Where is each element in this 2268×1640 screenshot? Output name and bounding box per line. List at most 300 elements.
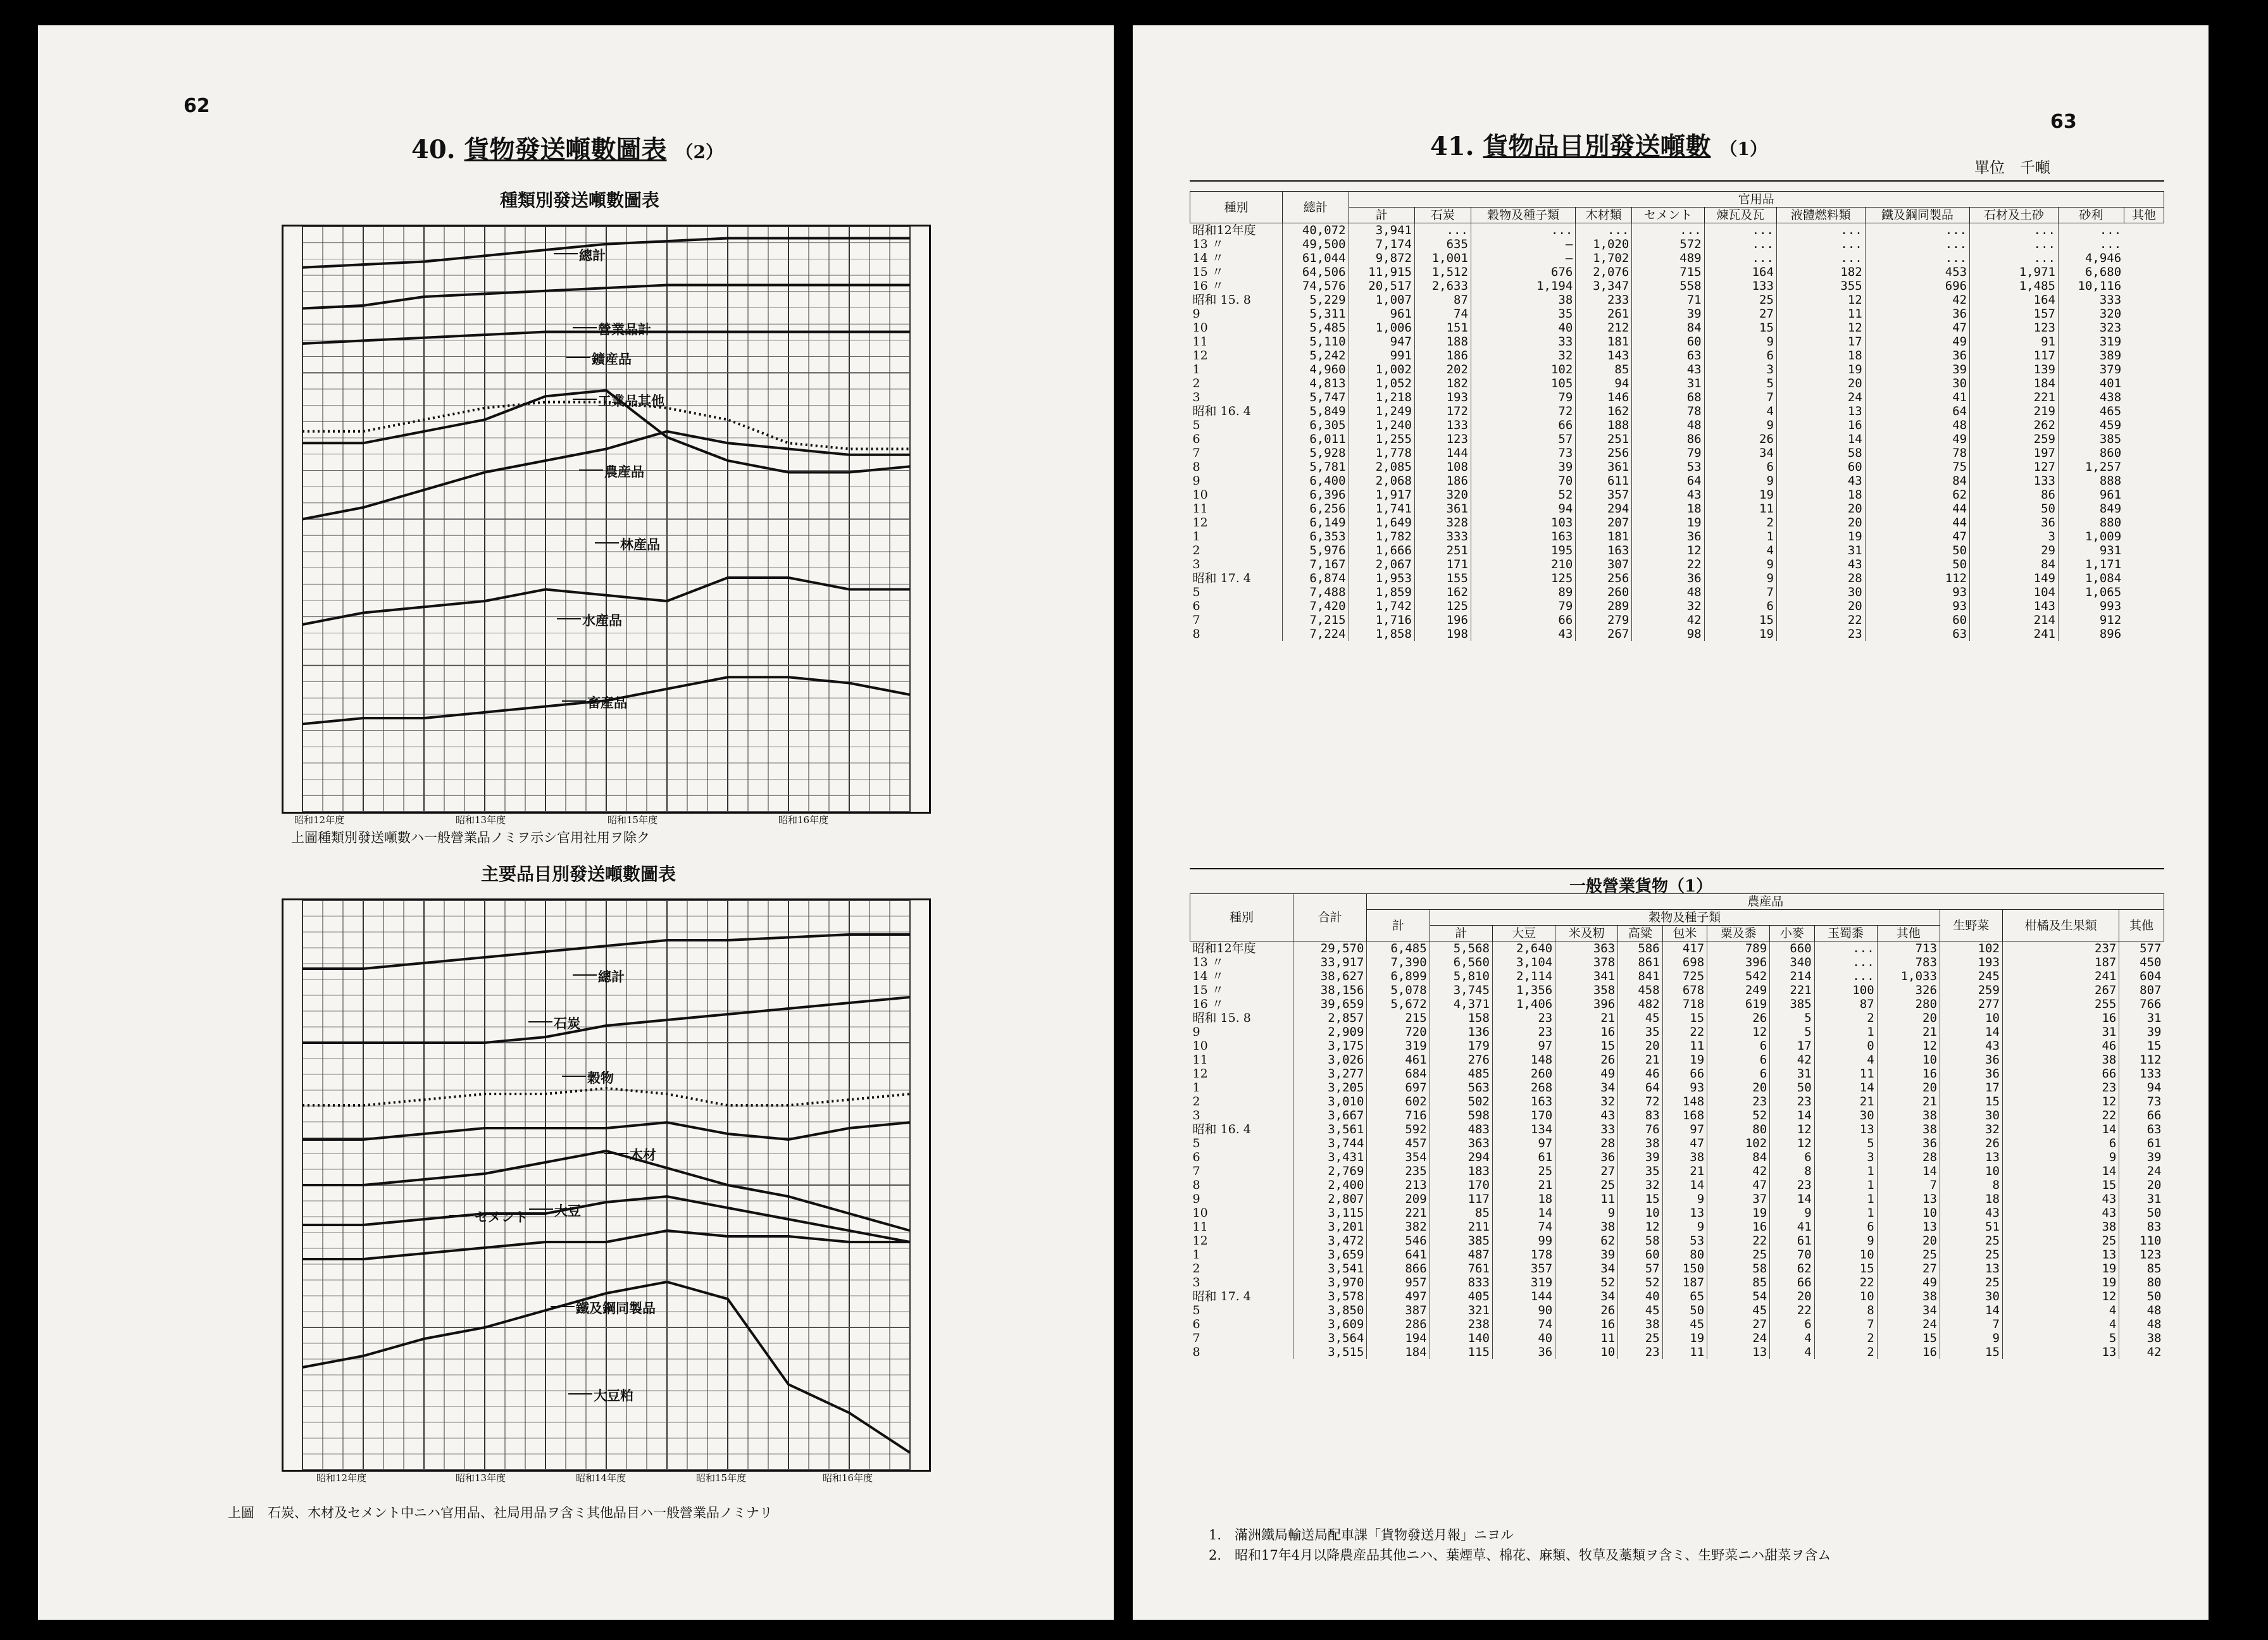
table-cell: 6 (1707, 1053, 1770, 1067)
table-cell: 85 (1576, 363, 1632, 376)
table-cell: 202 (1414, 363, 1471, 376)
table-cell: 66 (2119, 1109, 2164, 1122)
table-cell: 78 (1632, 404, 1704, 418)
table-cell: 211 (1430, 1220, 1492, 1234)
table-row (1190, 983, 2164, 997)
table-cell: 22 (1814, 1276, 1877, 1289)
table-cell: 36 (1555, 1150, 1618, 1164)
table-cell: 112 (2119, 1053, 2164, 1067)
table-cell: 10 (1940, 1011, 2002, 1025)
table-cell: 15 (2002, 1178, 2119, 1192)
chart1-label-industrial: 工業品其他 (598, 391, 664, 410)
table-cell: 20 (2119, 1178, 2164, 1192)
t1-subheader: 穀物及種子類 (1471, 208, 1575, 223)
table-cell: 7,167 (1283, 557, 1349, 571)
table-cell: 43 (1632, 363, 1704, 376)
row-label: 10 (1192, 488, 1208, 502)
table-cell: 221 (1770, 983, 1815, 997)
table-cell: 133 (1970, 474, 2059, 488)
table-row (1190, 1081, 2164, 1095)
table-cell: 19 (1632, 516, 1704, 530)
chart1-label-agricultural: 農産品 (604, 462, 644, 481)
table-cell: 79 (1471, 599, 1575, 613)
table-cell: 14 (1492, 1206, 1555, 1220)
table-cell: 684 (1367, 1067, 1430, 1081)
table-cell: 89 (1471, 585, 1575, 599)
table-cell: 79 (1471, 390, 1575, 404)
chart1-note: 上圖種類別發送噸數ハ一般營業品ノミヲ示シ官用社用ヲ除ク (291, 830, 650, 845)
page-number-right: 63 (2050, 111, 2077, 133)
table-cell: 60 (1618, 1248, 1663, 1262)
table-cell: 3,541 (1293, 1262, 1366, 1276)
table-cell: 833 (1430, 1276, 1492, 1289)
table-cell: 1,052 (1349, 376, 1414, 390)
table-cell: 3 (1704, 363, 1776, 376)
table-cell: 1,859 (1349, 585, 1414, 599)
table-cell: 25 (1555, 1178, 1618, 1192)
table-cell: 1,194 (1471, 279, 1575, 293)
table-cell: 378 (1555, 955, 1618, 969)
table-cell: 13 (1940, 1262, 2002, 1276)
table-row (1190, 1095, 2164, 1109)
chart1-title: 種類別發送噸數圖表 (500, 190, 660, 211)
table-cell: 16 (1877, 1345, 1940, 1359)
row-label: 15 〃 (1192, 983, 1224, 997)
table-cell: 453 (1865, 265, 1969, 279)
row-label: 8 (1192, 460, 1200, 474)
table-cell: 27 (1555, 1164, 1618, 1178)
table-row (1190, 488, 2164, 502)
table-cell: 6 (2002, 1136, 2119, 1150)
table-cell: 14 (1814, 1081, 1877, 1095)
table-cell: 641 (1367, 1248, 1430, 1262)
page-number-left: 62 (184, 95, 210, 117)
row-label: 13 〃 (1192, 955, 1224, 969)
table-cell: 7,215 (1283, 613, 1349, 627)
table-cell: 188 (1576, 418, 1632, 432)
table-cell: 34 (1704, 446, 1776, 460)
table-cell: 16 (1555, 1317, 1618, 1331)
table-cell: ... (1471, 223, 1575, 238)
table-cell: 604 (2119, 969, 2164, 983)
left-title-no: 40. (411, 135, 456, 165)
table-cell: 64 (1865, 404, 1969, 418)
table-cell: 238 (1430, 1317, 1492, 1331)
table-cell: 80 (1662, 1248, 1707, 1262)
table-cell: 32 (1555, 1095, 1618, 1109)
table-cell: 9 (1704, 474, 1776, 488)
table-cell: 162 (1414, 585, 1471, 599)
table-cell: 93 (1865, 585, 1969, 599)
table-cell: 38 (2002, 1220, 2119, 1234)
table-cell: 25 (1940, 1276, 2002, 1289)
table-cell: 84 (1970, 557, 2059, 571)
table-cell: 36 (1940, 1067, 2002, 1081)
table-cell: 136 (1430, 1025, 1492, 1039)
table-cell: 888 (2058, 474, 2124, 488)
table-cell: 2,068 (1349, 474, 1414, 488)
table-cell: 9 (1704, 418, 1776, 432)
table-cell: 3,201 (1293, 1220, 1366, 1234)
table-cell: 2,909 (1293, 1025, 1366, 1039)
table-cell: ... (1814, 955, 1877, 969)
table-cell: 563 (1430, 1081, 1492, 1095)
table-cell: 14 (1940, 1303, 2002, 1317)
table-general-goods (1190, 893, 2164, 1359)
table-cell: 115 (1430, 1345, 1492, 1359)
table-cell: 212 (1576, 321, 1632, 335)
table-cell: 219 (1970, 404, 2059, 418)
row-label: 昭和 17. 4 (1192, 1289, 1251, 1303)
table-cell: 2,640 (1492, 941, 1555, 956)
row-label: 昭和 16. 4 (1192, 404, 1251, 418)
table-cell: 133 (2119, 1067, 2164, 1081)
row-label: 10 (1192, 1039, 1208, 1053)
t2-subheader: 高粱 (1618, 926, 1663, 941)
table-cell: 12 (1770, 1122, 1815, 1136)
table-cell: 19 (1776, 530, 1865, 544)
table-cell: 294 (1430, 1150, 1492, 1164)
table-cell: 256 (1576, 571, 1632, 585)
t1-subheader: 石炭 (1414, 208, 1471, 223)
table-cell: 286 (1367, 1317, 1430, 1331)
table-cell: 84 (1865, 474, 1969, 488)
table-cell: 133 (1414, 418, 1471, 432)
table-cell: 16 (2002, 1011, 2119, 1025)
row-label: 7 (1192, 1331, 1200, 1345)
footnote-1: 1. 滿洲鐵局輸送局配車課「貨物發送月報」ニヨル (1209, 1527, 1514, 1543)
table-cell: 1,782 (1349, 530, 1414, 544)
row-label: 1 (1192, 1248, 1200, 1262)
table-cell: 9 (1662, 1220, 1707, 1234)
table-cell: 3,659 (1293, 1248, 1366, 1262)
chart1-label-total: 總計 (579, 245, 606, 264)
row-label: 2 (1192, 376, 1200, 390)
table-cell: ... (1970, 237, 2059, 251)
table-cell: 14 (2002, 1164, 2119, 1178)
table-cell: 74 (1492, 1317, 1555, 1331)
table-cell: 46 (1618, 1067, 1663, 1081)
table-cell: 188 (1414, 335, 1471, 349)
row-label: 6 (1192, 599, 1200, 613)
table-row (1190, 349, 2164, 363)
t1-h-type: 種別 (1190, 192, 1283, 223)
table-cell: 86 (1970, 488, 2059, 502)
table-cell: 13 (1814, 1122, 1877, 1136)
table-cell: 6,011 (1283, 432, 1349, 446)
table-cell: 184 (1367, 1345, 1430, 1359)
table-cell: 19 (1707, 1206, 1770, 1220)
table-cell: 9 (1704, 557, 1776, 571)
chart1-label-mineral: 鑛産品 (592, 349, 632, 368)
unit-label: 單位 千噸 (1974, 159, 2050, 177)
table-cell: 38 (2119, 1331, 2164, 1345)
chart1-label-forest: 林産品 (620, 535, 660, 554)
table-cell: 172 (1414, 404, 1471, 418)
table-cell: 47 (1865, 321, 1969, 335)
table-cell: 186 (1414, 474, 1471, 488)
table-cell: 7 (1877, 1178, 1940, 1192)
table-cell: 6,353 (1283, 530, 1349, 544)
table-cell: 125 (1414, 599, 1471, 613)
table-row (1190, 446, 2164, 460)
table-cell: 164 (1970, 293, 2059, 307)
table-cell: 4 (1770, 1345, 1815, 1359)
table-cell: 11,915 (1349, 265, 1414, 279)
table-cell: 84 (1632, 321, 1704, 335)
row-label: 5 (1192, 1303, 1200, 1317)
table-cell: 572 (1632, 237, 1704, 251)
table-top-rule (1190, 180, 2164, 182)
t2-subheader: 其他 (1877, 926, 1940, 941)
table-cell: 676 (1471, 265, 1575, 279)
table-cell: 94 (1576, 376, 1632, 390)
table-cell: 31 (1776, 544, 1865, 557)
table-cell: 139 (1970, 363, 2059, 376)
table-cell: 20 (1618, 1039, 1663, 1053)
table-cell: 170 (1430, 1178, 1492, 1192)
table-cell: 40 (1618, 1289, 1663, 1303)
table-cell: 7 (1704, 390, 1776, 404)
table-cell: 157 (1970, 307, 2059, 321)
table-cell: 3,744 (1293, 1136, 1366, 1150)
table-cell: 80 (2119, 1276, 2164, 1289)
table-cell: 43 (1940, 1039, 2002, 1053)
row-label: 16 〃 (1192, 279, 1224, 293)
table-cell: 148 (1662, 1095, 1707, 1109)
table-cell: 2 (1814, 1331, 1877, 1345)
table-cell: 45 (1618, 1011, 1663, 1025)
table-cell: 256 (1576, 446, 1632, 460)
table-cell: 33 (1555, 1122, 1618, 1136)
table-cell: 27 (1877, 1262, 1940, 1276)
row-label: 12 (1192, 1067, 1208, 1081)
table-cell: 357 (1576, 488, 1632, 502)
table-cell: 146 (1576, 390, 1632, 404)
row-label: 8 (1192, 1345, 1200, 1359)
table-cell: 63 (2119, 1122, 2164, 1136)
table-cell: 267 (2002, 983, 2119, 997)
table-cell: 1 (1814, 1025, 1877, 1039)
table-cell: 361 (1576, 460, 1632, 474)
table-cell: 86 (1632, 432, 1704, 446)
right-title-no: 41. (1430, 132, 1474, 161)
table-cell: 14 (1776, 432, 1865, 446)
table-cell: 14 (1877, 1164, 1940, 1178)
table-cell: 26 (1704, 432, 1776, 446)
table-cell: 11 (1814, 1067, 1877, 1081)
table-cell: 90 (1492, 1303, 1555, 1317)
table-cell: 38 (1662, 1150, 1707, 1164)
table-cell: 20 (1776, 516, 1865, 530)
table-row (1190, 460, 2164, 474)
chart2-label-timber: 木材 (630, 1145, 656, 1164)
table-cell: 321 (1430, 1303, 1492, 1317)
chart2-label-soybean: 大豆 (554, 1201, 581, 1220)
table-cell: 60 (1632, 335, 1704, 349)
table-cell: 42 (2119, 1345, 2164, 1359)
table-cell: 947 (1349, 335, 1414, 349)
table-cell: 102 (1471, 363, 1575, 376)
table-cell: 3,745 (1430, 983, 1492, 997)
table-cell: 558 (1632, 279, 1704, 293)
table-cell: 5 (1704, 376, 1776, 390)
table-cell: 9 (2002, 1150, 2119, 1164)
table-cell: 25 (1940, 1234, 2002, 1248)
table-cell: 487 (1430, 1248, 1492, 1262)
table-cell: 385 (2058, 432, 2124, 446)
table-cell: 2,769 (1293, 1164, 1366, 1178)
table-cell: 36 (1632, 571, 1704, 585)
table-row (1190, 1248, 2164, 1262)
table-cell: ... (1814, 941, 1877, 956)
chart1-label-marine: 水産品 (582, 611, 622, 630)
table-cell: 15 (1940, 1095, 2002, 1109)
table-cell: 164 (1704, 265, 1776, 279)
table-cell: 94 (1471, 502, 1575, 516)
table-cell: 12 (1618, 1220, 1663, 1234)
table-cell: 7,488 (1283, 585, 1349, 599)
chart2-note: 上圖 石炭、木材及セメント中ニハ官用品、社局用品ヲ含ミ其他品目ハ一般營業品ノミナリ (228, 1505, 773, 1520)
table-cell: 319 (1492, 1276, 1555, 1289)
t1-subheader: 鐵及鋼同製品 (1865, 208, 1969, 223)
table-cell: 361 (1414, 502, 1471, 516)
table-cell: 761 (1430, 1262, 1492, 1276)
table-cell: 35 (1618, 1025, 1663, 1039)
table-row (1190, 1025, 2164, 1039)
table-cell: 931 (2058, 544, 2124, 557)
table-cell: 20 (1877, 1011, 1940, 1025)
table-cell: 45 (1662, 1317, 1707, 1331)
row-label: 8 (1192, 627, 1200, 641)
table-cell: 149 (1970, 571, 2059, 585)
table-cell: 789 (1707, 941, 1770, 956)
table-cell: 158 (1430, 1011, 1492, 1025)
table-cell: 22 (1776, 613, 1865, 627)
table-cell: 12 (1776, 321, 1865, 335)
table-cell: 389 (2058, 349, 2124, 363)
row-label: 2 (1192, 1095, 1200, 1109)
table-cell: 249 (1707, 983, 1770, 997)
table-cell: 783 (1877, 955, 1940, 969)
table-cell: 1,249 (1349, 404, 1414, 418)
table-cell: 12 (1770, 1136, 1815, 1150)
table-cell: 3,609 (1293, 1317, 1366, 1331)
table-cell: 15 (1618, 1192, 1663, 1206)
table-cell: 22 (2002, 1109, 2119, 1122)
table-cell: 1,716 (1349, 613, 1414, 627)
table-cell: 105 (1471, 376, 1575, 390)
table-cell: 26 (1555, 1053, 1618, 1067)
table-row (1190, 404, 2164, 418)
table-row (1190, 432, 2164, 446)
chart2-label-soycake: 大豆粕 (594, 1386, 633, 1405)
table-cell: 53 (1662, 1234, 1707, 1248)
table-cell: 38 (1555, 1220, 1618, 1234)
table-cell: 5,849 (1283, 404, 1349, 418)
table-cell: 382 (1367, 1220, 1430, 1234)
table-cell: 42 (1632, 613, 1704, 627)
table-cell: 30 (1940, 1109, 2002, 1122)
row-label: 7 (1192, 1164, 1200, 1178)
table-cell: 21 (1877, 1025, 1940, 1039)
table-cell: 20 (1776, 599, 1865, 613)
table-cell: 40,072 (1283, 223, 1349, 238)
table-cell: 30 (1814, 1109, 1877, 1122)
table-cell: 0 (1814, 1039, 1877, 1053)
table-cell: 25 (1707, 1248, 1770, 1262)
table-cell: 66 (1770, 1276, 1815, 1289)
row-label: 9 (1192, 1025, 1200, 1039)
table-cell: 20 (1877, 1081, 1940, 1095)
table-cell: 17 (1770, 1039, 1815, 1053)
table-cell: 4,960 (1283, 363, 1349, 376)
table-cell: 341 (1555, 969, 1618, 983)
row-label: 14 〃 (1192, 251, 1224, 265)
table-cell: 48 (2119, 1303, 2164, 1317)
table-cell: 97 (1492, 1039, 1555, 1053)
table-cell: ... (1704, 223, 1776, 238)
table-cell: 11 (1555, 1192, 1618, 1206)
table-cell: 957 (1367, 1276, 1430, 1289)
table-cell: 1,033 (1877, 969, 1940, 983)
table2-rule (1190, 868, 2164, 869)
row-label: 1 (1192, 1081, 1200, 1095)
chart2-label-total: 總計 (598, 967, 625, 986)
chart2-x-13: 昭和13年度 (456, 1472, 506, 1484)
chart2-label-grain: 穀物 (587, 1068, 614, 1087)
table-cell: 15 (1555, 1039, 1618, 1053)
table-cell: 182 (1776, 265, 1865, 279)
table-cell: 99 (1492, 1234, 1555, 1248)
table-cell: 896 (2058, 627, 2124, 641)
table-cell: 355 (1776, 279, 1865, 293)
table-cell: 1,255 (1349, 432, 1414, 446)
table-row (1190, 955, 2164, 969)
row-label: 9 (1192, 307, 1200, 321)
t2-h-sum: 計 (1367, 910, 1430, 941)
table-cell: 697 (1367, 1081, 1430, 1095)
table-cell: 15 (1704, 321, 1776, 335)
table-cell: 148 (1492, 1053, 1555, 1067)
table-cell: 23 (1770, 1178, 1815, 1192)
table-cell: 38 (2002, 1053, 2119, 1067)
table-cell: 45 (1618, 1303, 1663, 1317)
table-cell: 38 (1618, 1136, 1663, 1150)
row-label: 昭和12年度 (1192, 941, 1256, 955)
table-cell: 357 (1492, 1262, 1555, 1276)
table-cell: 58 (1618, 1234, 1663, 1248)
table-row (1190, 1303, 2164, 1317)
table-cell: 16 (1776, 418, 1865, 432)
table-cell: 713 (1877, 941, 1940, 956)
row-label: 11 (1192, 1220, 1208, 1234)
table-cell: 2,857 (1293, 1011, 1366, 1025)
table-row (1190, 599, 2164, 613)
t2-subheader: 大豆 (1492, 926, 1555, 941)
table-cell: 22 (1662, 1025, 1707, 1039)
table-cell: 289 (1576, 599, 1632, 613)
table-cell: 144 (1414, 446, 1471, 460)
table-cell: 38 (1471, 293, 1575, 307)
table-cell: 340 (1770, 955, 1815, 969)
table-cell: 23 (1618, 1345, 1663, 1359)
table-row (1190, 1011, 2164, 1025)
table-cell: 5 (1770, 1011, 1815, 1025)
table-cell: 542 (1707, 969, 1770, 983)
table-cell: 267 (1576, 627, 1632, 641)
table-cell: 6,485 (1367, 941, 1430, 956)
